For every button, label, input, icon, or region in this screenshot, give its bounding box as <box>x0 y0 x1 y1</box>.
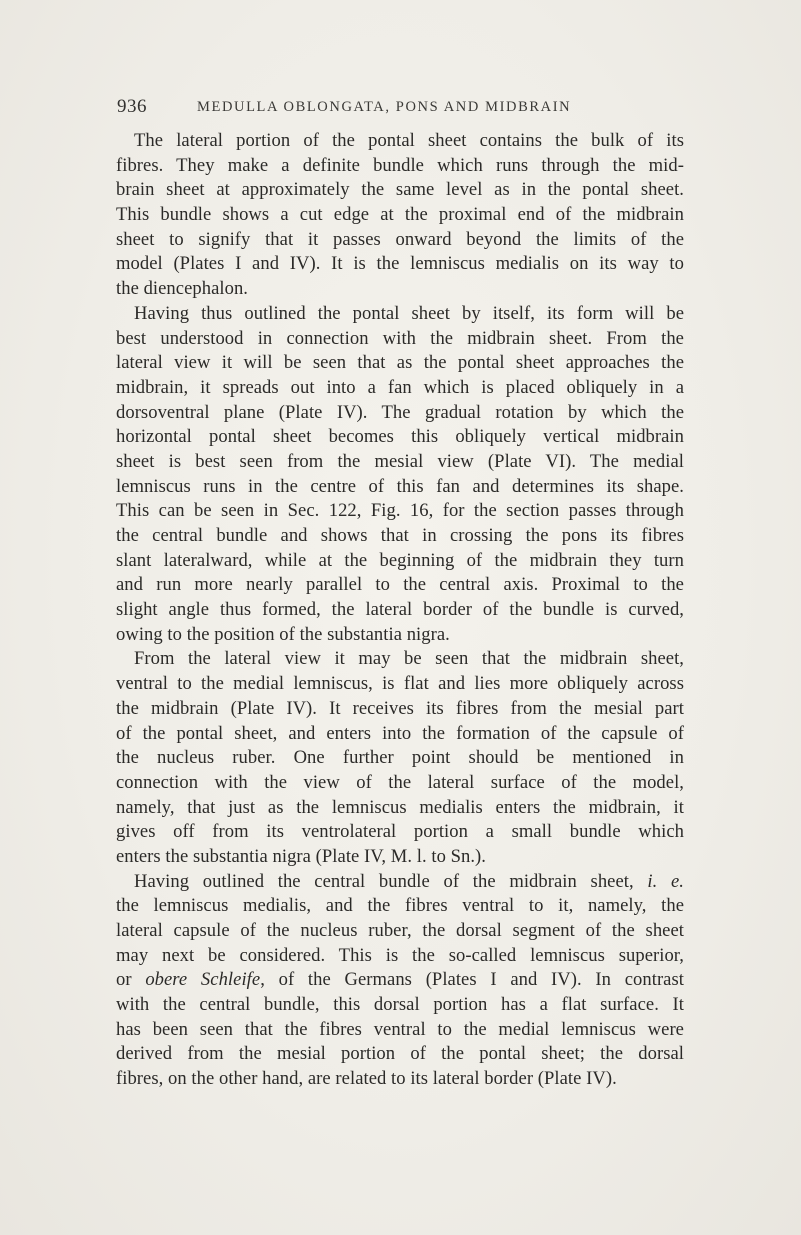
text-line: derived from the mesial portion of the pontal sheet; the dorsal <box>116 1043 684 1065</box>
text-line: and run more nearly parallel to the central axis. Proximal to the <box>116 574 684 596</box>
text-line <box>116 870 684 895</box>
text-segment: , of the Germans (Plates I and IV). In contrast <box>260 969 684 991</box>
text-line: This bundle shows a cut edge at the proximal end of the midbrain <box>116 204 684 226</box>
text-line: the central bundle and shows that in crossing the pons its fibres <box>116 525 684 546</box>
text-line: slant lateralward, while at the beginning of the midbrain they turn <box>116 549 684 571</box>
text-line: enters the substantia nigra (Plate IV, M. l. to Sn.). <box>116 845 486 867</box>
text-line: model (Plates I and IV). It is the lemniscus medialis on its way to <box>116 253 684 275</box>
text-line: Having thus outlined the pontal sheet by itself, its form will be <box>134 302 684 324</box>
text-line: may next be considered. This is the so-called lemniscus superior, <box>116 944 684 966</box>
text-line: of the pontal sheet, and enters into the formation of the capsule of <box>116 722 684 744</box>
text-line: namely, that just as the lemniscus medialis enters the midbrain, it <box>116 796 684 818</box>
text-line: connection with the view of the lateral surface of the model, <box>116 771 684 793</box>
text-line: horizontal pontal sheet becomes this obliquely vertical midbrain <box>116 426 684 448</box>
text-line: best understood in connection with the midbrain sheet. From the <box>116 327 684 349</box>
text-segment: or <box>116 969 146 991</box>
text-line: From the lateral view it may be seen that the midbrain sheet, <box>134 648 684 670</box>
text-line: owing to the position of the substantia nigra. <box>116 623 450 645</box>
text-line: lemniscus runs in the centre of this fan and determines its shape. <box>116 475 684 497</box>
text-line <box>116 968 684 993</box>
text-line: the lemniscus medialis, and the fibres ventral to it, namely, the <box>116 895 684 917</box>
text-line: has been seen that the fibres ventral to the medial lemniscus were <box>116 1018 684 1040</box>
page-header <box>117 96 677 126</box>
text-line: slight angle thus formed, the lateral border of the bundle is curved, <box>116 599 684 621</box>
italic-obere-schleife: obere Schleife <box>145 969 261 991</box>
text-line: brain sheet at approximately the same level as in the pontal sheet. <box>116 179 684 201</box>
text-line: sheet to signify that it passes onward beyond the limits of the <box>116 228 684 250</box>
text-line: the diencephalon. <box>116 278 248 300</box>
text-line: fibres. They make a definite bundle which runs through the mid- <box>116 154 684 176</box>
page-number: 936 <box>117 96 147 117</box>
text-line: lateral view it will be seen that as the pontal sheet approaches the <box>116 352 684 374</box>
italic-ie: i. e. <box>647 870 684 892</box>
text-line: fibres, on the other hand, are related to its lateral border (Plate IV). <box>116 1068 617 1090</box>
text-line: midbrain, it spreads out into a fan which is placed obliquely in a <box>116 376 684 398</box>
text-line: the midbrain (Plate IV). It receives its fibres from the mesial part <box>116 697 684 719</box>
text-line: with the central bundle, this dorsal portion has a flat surface. It <box>116 994 684 1016</box>
text-line: This can be seen in Sec. 122, Fig. 16, for the section passes through <box>116 500 684 522</box>
text-line: The lateral portion of the pontal sheet contains the bulk of its <box>134 130 684 151</box>
text-line: dorsoventral plane (Plate IV). The gradual rotation by which the <box>116 401 684 423</box>
text-line: lateral capsule of the nucleus ruber, the dorsal segment of the sheet <box>116 920 684 941</box>
text-line: the nucleus ruber. One further point should be mentioned in <box>116 747 684 769</box>
running-head: MEDULLA OBLONGATA, PONS AND MIDBRAIN <box>197 99 572 115</box>
text-line: ventral to the medial lemniscus, is flat and lies more obliquely across <box>116 673 684 695</box>
text-line: sheet is best seen from the mesial view (Plate VI). The medial <box>116 450 684 472</box>
text-segment: Having outlined the central bundle of the midbrain sheet, <box>134 870 648 892</box>
body-text <box>116 129 684 1092</box>
text-line: gives off from its ventrolateral portion a small bundle which <box>116 821 684 843</box>
